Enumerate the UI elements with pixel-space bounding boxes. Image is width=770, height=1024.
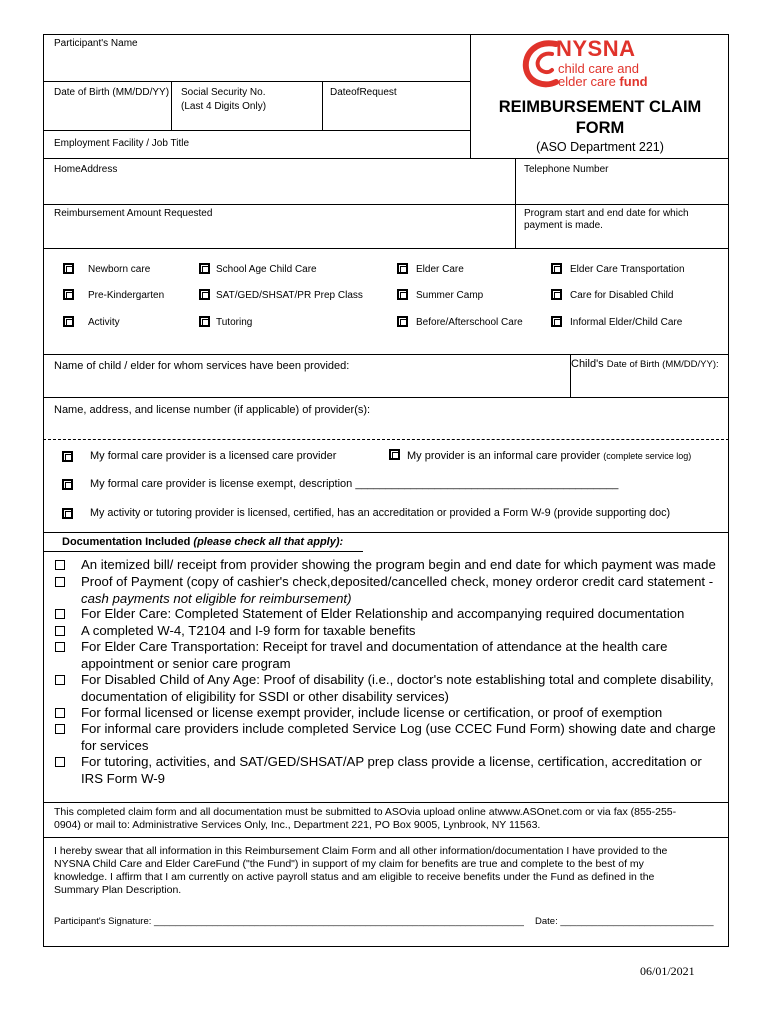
activity-provider-checkbox[interactable] — [62, 508, 73, 519]
documentation-heading-underline — [43, 551, 363, 552]
service-checkbox[interactable] — [397, 289, 408, 300]
service-option-label: Care for Disabled Child — [570, 290, 674, 301]
attest-line-2: NYSNA Child Care and Elder CareFund ("the Fund") in support of my claim for benefits are true and complete to the best of my — [54, 858, 644, 870]
doc-checkbox-2[interactable] — [55, 577, 65, 587]
doc-item-5-text: For Elder Care Transportation: Receipt for travel and documentation of attendance at the health care — [81, 639, 668, 654]
child-name-field[interactable]: Name of child / elder for whom services have been provided: — [54, 360, 350, 372]
header-line-5 — [43, 248, 729, 249]
service-option-label: Tutoring — [216, 317, 253, 328]
doc-item-8-cont: for services — [81, 737, 149, 753]
form-title-line-1: REIMBURSEMENT CLAIM — [498, 98, 702, 116]
provider-dashed-line — [43, 439, 729, 440]
child-dob-label-b: Date of Birth (MM/DD/YY): — [606, 359, 719, 370]
service-option-label: Newborn care — [88, 264, 151, 275]
telephone-field[interactable]: Telephone Number — [524, 164, 609, 175]
doc-item-6[interactable] — [57, 672, 722, 705]
doc-item-2[interactable] — [57, 574, 722, 607]
documentation-top — [43, 532, 729, 533]
logo-fund-word: fund — [619, 74, 648, 89]
doc-item-6-text: For Disabled Child of Any Age: Proof of disability (i.e., doctor's note establishing total and complete disability, — [81, 672, 714, 687]
reimbursement-amount-field[interactable]: Reimbursement Amount Requested — [54, 208, 213, 219]
documentation-heading — [62, 536, 343, 548]
doc-item-4[interactable] — [57, 623, 722, 640]
attest-line-3: knowledge. I affirm that I am currently on active payroll status and am eligible to receive benefits under the Fund as defined in the — [54, 871, 655, 883]
service-option-label: Summer Camp — [416, 290, 484, 301]
service-checkbox[interactable] — [63, 289, 74, 300]
doc-item-2-cont: cash payments not eligible for reimbursement) — [81, 590, 352, 606]
doc-item-7-text: For formal licensed or license exempt provider, include license or certification, or proof of exemption — [81, 705, 663, 720]
doc-checkbox-1[interactable] — [55, 560, 65, 570]
submission-top — [43, 802, 729, 803]
doc-item-4-text: A completed W-4, T2104 and I-9 form for taxable benefits — [81, 623, 416, 638]
doc-item-3[interactable] — [57, 606, 722, 623]
header-divider-ssn — [322, 81, 323, 130]
submission-bottom — [43, 837, 729, 838]
doc-checkbox-3[interactable] — [55, 609, 65, 619]
participant-name-field[interactable]: Participant's Name — [54, 38, 138, 49]
service-option-label: Pre-Kindergarten — [88, 290, 165, 301]
logo-line-2-text: elder care — [558, 74, 620, 89]
doc-item-9-text: For tutoring, activities, and SAT/GED/SHSAT/AP prep class provide a license, certification, accreditation or — [81, 754, 702, 769]
logo-brand: NYSNA — [556, 36, 636, 61]
signature-field[interactable]: Participant's Signature: ______________________________________________________________________ — [54, 916, 524, 927]
service-checkbox[interactable] — [199, 316, 210, 327]
activity-provider-label: My activity or tutoring provider is licensed, certified, has an accreditation or provided a Form W-9 (provide supporting doc) — [90, 507, 671, 519]
attest-line-4: Summary Plan Description. — [54, 884, 182, 896]
doc-item-1-text: An itemized bill/ receipt from provider showing the program begin and end date for which payment was made — [81, 557, 716, 572]
service-option-label: Before/Afterschool Care — [416, 317, 523, 328]
license-exempt-label: My formal care provider is license exempt, description ___________________________________________ — [90, 478, 619, 490]
child-dob-label-a: Child's — [571, 358, 607, 370]
service-option-label: Elder Care Transportation — [570, 264, 685, 275]
service-checkbox[interactable] — [199, 289, 210, 300]
service-checkbox[interactable] — [63, 316, 74, 327]
licensed-provider-checkbox[interactable] — [62, 451, 73, 462]
nysna-logo — [522, 36, 692, 92]
header-line-1 — [43, 81, 471, 82]
service-option-label: School Age Child Care — [216, 264, 317, 275]
doc-item-9-cont: IRS Form W-9 — [81, 770, 166, 786]
provider-field[interactable]: Name, address, and license number (if applicable) of provider(s): — [54, 404, 371, 416]
informal-provider-text: My provider is an informal care provider — [407, 450, 604, 462]
child-row-bottom — [43, 397, 729, 398]
form-title-line-2: FORM — [575, 119, 625, 137]
logo-line-1: child care and — [558, 61, 639, 76]
dob-field[interactable]: Date of Birth (MM/DD/YY) — [54, 87, 170, 98]
header-divider-dob — [171, 81, 172, 130]
footer-date: 06/01/2021 — [640, 964, 695, 978]
informal-provider-note: (complete service log) — [603, 451, 692, 461]
documentation-heading-note: (please check all that apply): — [193, 536, 344, 548]
doc-item-6-cont: documentation of eligibility for SSDI or other disability services) — [81, 688, 449, 704]
header-line-3 — [43, 158, 729, 159]
date-of-request-field[interactable]: DateofRequest — [330, 87, 397, 98]
child-dob-field[interactable] — [571, 358, 719, 370]
child-row-top — [43, 354, 729, 355]
doc-item-3-text: For Elder Care: Completed Statement of Elder Relationship and accompanying required documentation — [81, 606, 685, 621]
attest-line-1: I hereby swear that all information in this Reimbursement Claim Form and all other information/documentation I have provided to the — [54, 845, 668, 857]
doc-item-8-text: For informal care providers include completed Service Log (use CCEC Fund Form) showing date and charge — [81, 721, 716, 736]
employment-field[interactable]: Employment Facility / Job Title — [54, 138, 190, 149]
service-checkbox[interactable] — [551, 316, 562, 327]
informal-provider-checkbox[interactable] — [389, 449, 400, 460]
ssn-field-hint: (Last 4 Digits Only) — [181, 101, 267, 112]
ssn-field[interactable]: Social Security No. — [181, 87, 266, 98]
doc-item-5-cont: appointment or senior care program — [81, 655, 291, 671]
header-line-2 — [43, 130, 471, 131]
service-option-label: Activity — [88, 317, 120, 328]
form-department: (ASO Department 221) — [536, 140, 664, 154]
doc-checkbox-4[interactable] — [55, 626, 65, 636]
service-checkbox[interactable] — [397, 263, 408, 274]
signature-date-field[interactable]: Date: _____________________________ — [535, 916, 714, 927]
doc-checkbox-6[interactable] — [55, 675, 65, 685]
doc-item-9[interactable] — [57, 754, 722, 787]
home-address-field[interactable]: HomeAddress — [54, 164, 118, 175]
logo-line-2 — [558, 75, 648, 89]
documentation-heading-text: Documentation Included — [62, 536, 194, 548]
doc-item-5[interactable] — [57, 639, 722, 672]
service-checkbox[interactable] — [63, 263, 74, 274]
submission-line-1: This completed claim form and all documentation must be submitted to ASOvia upload online atwww.ASOnet.com or via fax (855-255- — [54, 806, 677, 818]
service-option-label: SAT/GED/SHSAT/PR Prep Class — [216, 290, 363, 301]
doc-checkbox-5[interactable] — [55, 642, 65, 652]
service-option-label: Informal Elder/Child Care — [570, 317, 683, 328]
doc-item-2-text: Proof of Payment (copy of cashier's check,deposited/cancelled check, money orderor credit card statement - — [81, 574, 714, 589]
license-exempt-checkbox[interactable] — [62, 479, 73, 490]
service-checkbox[interactable] — [551, 289, 562, 300]
licensed-provider-label: My formal care provider is a licensed care provider — [90, 450, 337, 462]
address-phone-divider — [515, 158, 516, 248]
service-checkbox[interactable] — [199, 263, 210, 274]
doc-item-1[interactable] — [57, 557, 722, 574]
service-checkbox[interactable] — [551, 263, 562, 274]
doc-checkbox-9[interactable] — [55, 757, 65, 767]
program-dates-field[interactable]: Program start and end date for which payment is made. — [524, 208, 689, 231]
submission-line-2: 0904) or mail to: Administrative Services Only, Inc., Department 221, PO Box 9005, Lynbrook, NY 11563. — [54, 819, 541, 831]
doc-item-7[interactable] — [57, 705, 722, 722]
service-option-label: Elder Care — [416, 264, 464, 275]
doc-item-8[interactable] — [57, 721, 722, 754]
informal-provider-label — [407, 450, 691, 463]
header-line-4 — [43, 204, 729, 205]
doc-checkbox-8[interactable] — [55, 724, 65, 734]
service-checkbox[interactable] — [397, 316, 408, 327]
doc-checkbox-7[interactable] — [55, 708, 65, 718]
